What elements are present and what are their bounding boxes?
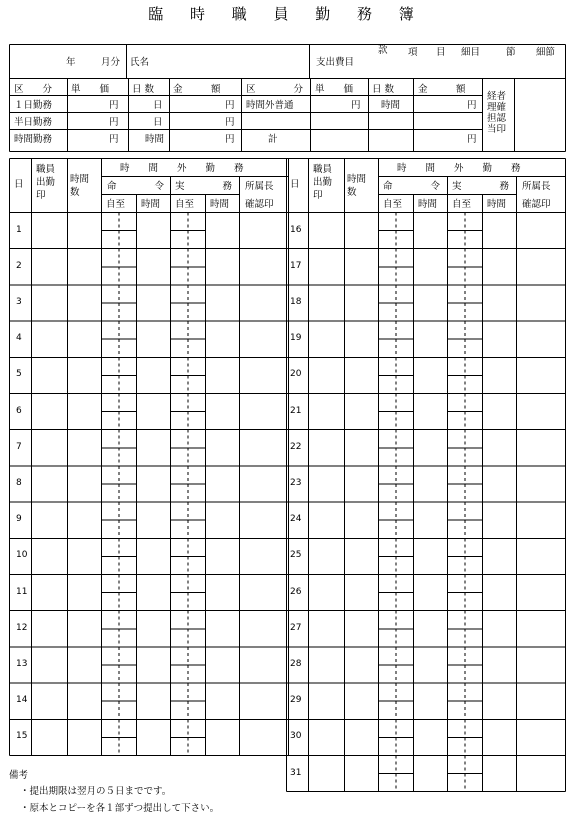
day-number: 21 <box>290 405 302 416</box>
from-to-header: 自至 <box>106 199 126 210</box>
saisetsu-label: 細節 <box>536 47 556 58</box>
grid-day-header-right: 日 <box>290 179 300 190</box>
day-number: 4 <box>16 333 22 344</box>
notes-line-2: ・原本とコピーを各１部ずつ提出して下さい。 <box>20 803 220 814</box>
kou-label: 項 <box>408 47 418 58</box>
row-half-day: 半日勤務 <box>14 117 53 128</box>
day-number: 2 <box>16 260 22 271</box>
day-number: 13 <box>16 659 28 669</box>
yen-unit: 円 <box>351 100 361 111</box>
total-label: 計 <box>268 134 278 145</box>
hours-header-right: 時間 数 <box>347 174 367 198</box>
name-label: 氏名 <box>130 57 150 68</box>
month-label: 月分 <box>101 57 121 68</box>
notes-label: 備考 <box>9 770 29 781</box>
yen-unit: 円 <box>109 117 119 128</box>
yen-unit: 円 <box>225 100 235 111</box>
overtime-header: 時 間 外 勤 務 <box>120 163 244 174</box>
hours-header: 時間 数 <box>70 174 90 198</box>
yen-unit: 円 <box>225 117 235 128</box>
day-number: 26 <box>290 586 302 597</box>
day-number: 17 <box>290 260 302 271</box>
yen-unit: 円 <box>109 134 119 145</box>
yen-unit: 円 <box>109 100 119 111</box>
day-number: 15 <box>16 731 28 742</box>
hours-col-header: 時間 <box>141 199 161 210</box>
day-number: 8 <box>16 478 22 488</box>
chief-header-right: 所属長 <box>522 181 551 192</box>
day-number: 3 <box>16 297 22 307</box>
day-number: 27 <box>290 622 302 633</box>
staff-seal-header: 職員 出勤 印 <box>36 164 56 201</box>
pay-col-nissu2: 日 数 <box>372 84 395 95</box>
yen-unit: 円 <box>225 134 235 145</box>
overtime-header-right: 時 間 外 勤 務 <box>397 163 521 174</box>
day-number: 16 <box>290 224 302 235</box>
pay-col-kingaku: 金 額 <box>173 84 221 95</box>
day-number: 20 <box>290 369 302 380</box>
from-to-header: 自至 <box>175 199 195 210</box>
day-unit: 日 <box>153 117 163 128</box>
overtime-normal: 時間外普通 <box>246 100 294 111</box>
day-number: 24 <box>290 514 302 525</box>
pay-col-tanka: 単 価 <box>71 84 110 95</box>
day-number: 5 <box>16 369 22 380</box>
day-number: 14 <box>16 695 28 706</box>
page-title: 臨 時 職 員 勤 務 簿 <box>148 5 425 23</box>
chief-header: 所属長 <box>245 181 274 192</box>
order-header: 命 令 <box>107 181 165 192</box>
day-unit: 日 <box>153 100 163 111</box>
staff-seal-header-right: 職員 出勤 印 <box>313 164 333 201</box>
day-number: 29 <box>290 695 302 706</box>
pay-col-kubun: 区 分 <box>14 84 53 95</box>
pay-col-kingaku2: 金 額 <box>418 84 466 95</box>
yen-unit: 円 <box>467 100 477 111</box>
kan-label: 款 <box>378 45 388 56</box>
from-to-header: 自至 <box>383 199 403 210</box>
day-number: 31 <box>290 767 302 778</box>
day-number: 28 <box>290 659 302 669</box>
moku-label: 目 <box>436 47 446 58</box>
day-number: 9 <box>16 514 22 525</box>
day-number: 23 <box>290 478 302 488</box>
setsu-label: 節 <box>506 47 516 58</box>
grid-day-header: 日 <box>14 179 24 190</box>
yen-unit: 円 <box>467 134 477 145</box>
day-number: 22 <box>290 441 302 452</box>
day-number: 18 <box>290 297 302 307</box>
hours-col-header: 時間 <box>418 199 438 210</box>
actual-header: 実 務 <box>175 181 233 192</box>
hours-col-header: 時間 <box>487 199 507 210</box>
expense-label: 支出費目 <box>316 57 355 68</box>
day-number: 25 <box>290 550 302 561</box>
confirm-seal-header: 確認印 <box>245 199 274 210</box>
actual-header-right: 実 務 <box>452 181 510 192</box>
saimoku-label: 細目 <box>461 47 481 58</box>
day-number: 10 <box>16 550 28 561</box>
pay-col-tanka2: 単 価 <box>315 84 354 95</box>
order-header-right: 命 令 <box>383 181 441 192</box>
day-number: 30 <box>290 731 302 742</box>
day-number: 7 <box>16 441 22 452</box>
notes-line-1: ・提出期限は翌月の５日までです。 <box>20 786 172 797</box>
pay-col-nissu: 日 数 <box>132 84 155 95</box>
confirm-seal-header-right: 確認印 <box>522 199 551 210</box>
from-to-header: 自至 <box>452 199 472 210</box>
day-number: 11 <box>16 586 28 597</box>
pay-col-kubun2: 区 分 <box>246 84 304 95</box>
day-number: 19 <box>290 333 302 344</box>
day-number: 1 <box>16 224 22 235</box>
approver-seal-label: 経者 理確 担認 当印 <box>487 91 507 135</box>
day-number: 12 <box>16 622 28 633</box>
hours-col-header: 時間 <box>210 199 230 210</box>
day-number: 6 <box>16 405 22 416</box>
year-label: 年 <box>66 57 76 68</box>
row-hourly: 時間勤務 <box>14 134 53 145</box>
row-full-day: １日勤務 <box>14 100 53 111</box>
hour-unit: 時間 <box>381 100 401 111</box>
hour-unit: 時間 <box>145 134 165 145</box>
